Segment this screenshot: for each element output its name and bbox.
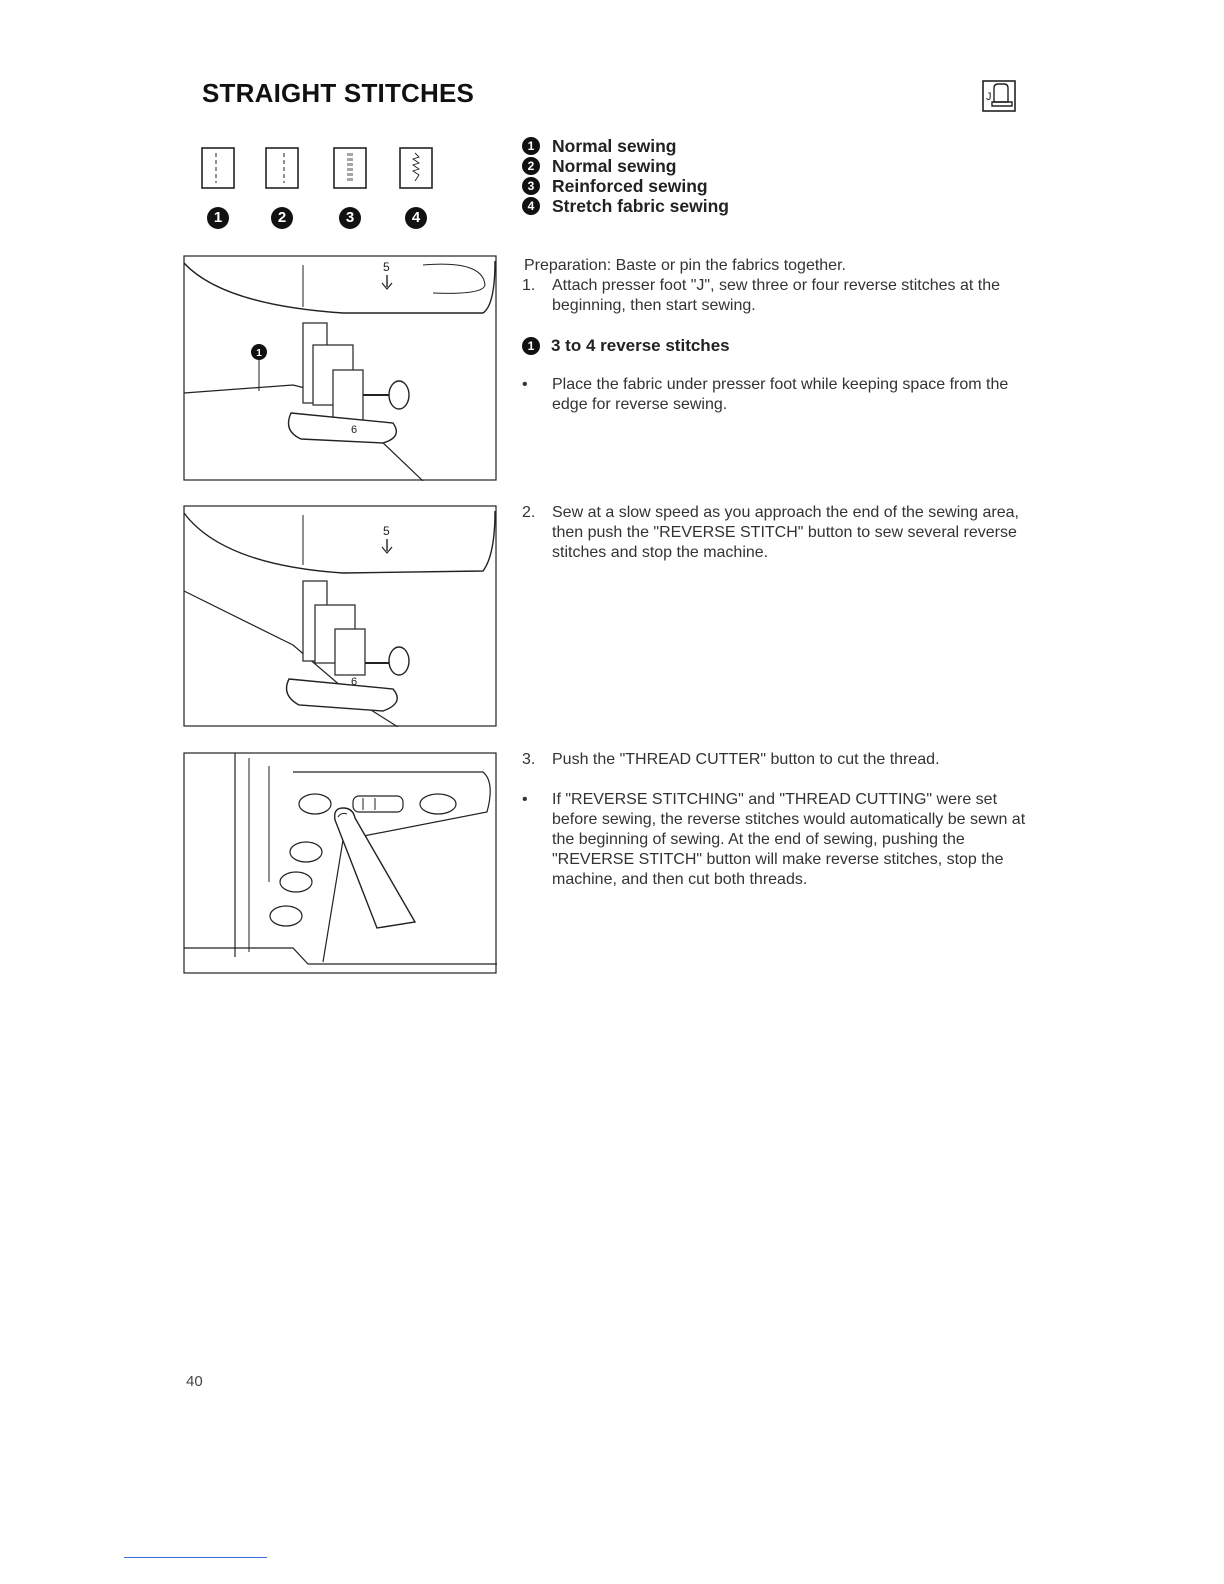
step-text: Sew at a slow speed as you approach the end of the sewing area, then push the "REVERSE STITCH" button to sew several reverse stitches and stop the machine. — [552, 504, 1019, 561]
mode-number: 1 — [522, 137, 540, 155]
figure-presser-foot-start — [183, 255, 497, 481]
callout-label: 3 to 4 reverse stitches — [551, 336, 730, 355]
single-straight-stitch-icon — [201, 147, 235, 189]
note-2 — [522, 790, 1036, 890]
mode-item — [522, 156, 729, 176]
reverse-stitches-callout — [522, 336, 730, 356]
center-straight-stitch-icon — [265, 147, 299, 189]
bottom-rule — [124, 1557, 267, 1558]
stitch-number-3: 3 — [339, 207, 361, 229]
dial-marker-label: 6 — [351, 424, 358, 436]
mode-item — [522, 176, 729, 196]
dial-marker-label: 6 — [351, 676, 358, 688]
stitch-number-2: 2 — [271, 207, 293, 229]
mode-label: Reinforced sewing — [552, 175, 708, 196]
figure-thread-cutter-button — [183, 752, 497, 974]
mode-label: Normal sewing — [552, 135, 677, 156]
step-text: Push the "THREAD CUTTER" button to cut the thread. — [552, 751, 940, 768]
note-1 — [522, 375, 1036, 415]
preparation-text: Preparation: Baste or pin the fabrics together. — [524, 257, 846, 274]
page-title: STRAIGHT STITCHES — [202, 78, 475, 108]
mode-list — [522, 136, 729, 216]
needle-position-label: 5 — [383, 524, 390, 538]
note-text: Place the fabric under presser foot while keeping space from the edge for reverse sewing. — [552, 376, 1009, 413]
step-2 — [522, 503, 1036, 563]
callout-number: 1 — [522, 337, 540, 355]
mode-number: 2 — [522, 157, 540, 175]
svg-text:J: J — [986, 91, 992, 103]
step-number: 3. — [522, 751, 536, 768]
mode-number: 4 — [522, 197, 540, 215]
stitch-number-1: 1 — [207, 207, 229, 229]
figure-callout-number: 1 — [256, 348, 262, 359]
needle-position-label: 5 — [383, 260, 390, 274]
presser-foot-j-icon — [982, 80, 1016, 112]
triple-straight-stitch-icon — [333, 147, 367, 189]
stretch-stitch-icon — [399, 147, 433, 189]
step-1 — [522, 276, 1036, 316]
mode-item — [522, 196, 729, 216]
mode-label: Normal sewing — [552, 155, 677, 176]
mode-number: 3 — [522, 177, 540, 195]
bullet: • — [522, 791, 528, 808]
page-number: 40 — [186, 1373, 203, 1390]
step-text: Attach presser foot "J", sew three or four reverse stitches at the beginning, then start sewing. — [552, 277, 1000, 314]
note-text: If "REVERSE STITCHING" and "THREAD CUTTING" were set before sewing, the reverse stitches would automatically be sewn at the beginning of sewing. At the end of sewing, pushing the "REVERSE STITCH" button will make reverse stitches, stop the machine, and then cut both threads. — [552, 791, 1026, 888]
mode-label: Stretch fabric sewing — [552, 195, 729, 216]
step-3 — [522, 750, 1036, 770]
bullet: • — [522, 376, 528, 393]
step-number: 1. — [522, 277, 536, 294]
mode-item — [522, 136, 729, 156]
step-number: 2. — [522, 504, 536, 521]
figure-presser-foot-end — [183, 505, 497, 727]
stitch-number-4: 4 — [405, 207, 427, 229]
